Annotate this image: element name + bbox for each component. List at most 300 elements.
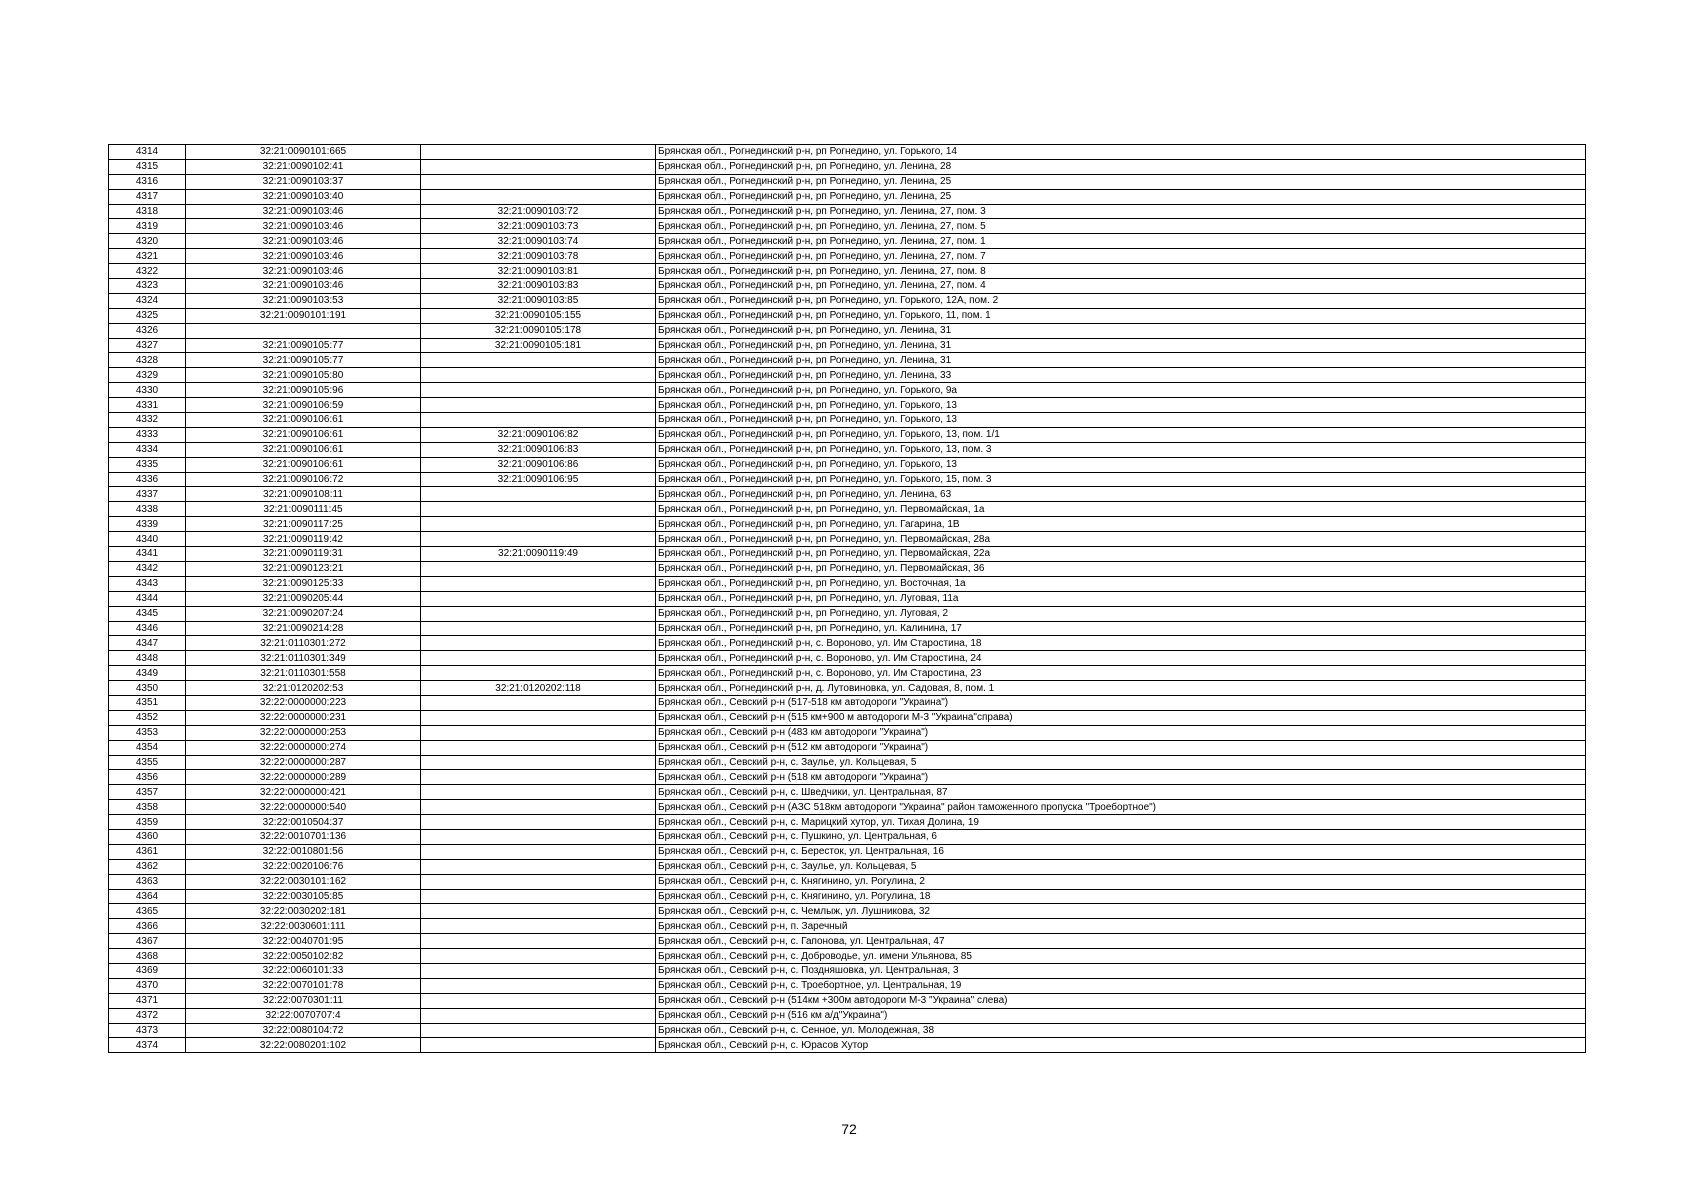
address-cell: Брянская обл., Рогнединский р-н, рп Рогнедино, ул. Первомайская, 36: [656, 561, 1586, 576]
secondary-cadastral-number-cell: [421, 710, 656, 725]
address-cell: Брянская обл., Рогнединский р-н, рп Рогнедино, ул. Первомайская, 28а: [656, 532, 1586, 547]
secondary-cadastral-number-cell: [421, 934, 656, 949]
secondary-cadastral-number-cell: [421, 576, 656, 591]
row-number-cell: 4367: [109, 934, 186, 949]
table-row: [109, 517, 1586, 532]
address-cell: Брянская обл., Рогнединский р-н, с. Вороново, ул. Им Старостина, 18: [656, 636, 1586, 651]
table-row: [109, 636, 1586, 651]
cadastral-number-cell: 32:21:0090106:61: [186, 457, 421, 472]
property-register-table: [108, 144, 1586, 1053]
secondary-cadastral-number-cell: 32:21:0090106:83: [421, 442, 656, 457]
table-row: [109, 1023, 1586, 1038]
table-row: [109, 249, 1586, 264]
row-number-cell: 4371: [109, 993, 186, 1008]
table-row: [109, 472, 1586, 487]
row-number-cell: 4341: [109, 547, 186, 562]
secondary-cadastral-number-cell: 32:21:0090103:78: [421, 249, 656, 264]
address-cell: Брянская обл., Рогнединский р-н, рп Рогнедино, ул. Луговая, 2: [656, 606, 1586, 621]
secondary-cadastral-number-cell: [421, 383, 656, 398]
cadastral-number-cell: 32:22:0000000:540: [186, 800, 421, 815]
table-row: [109, 219, 1586, 234]
secondary-cadastral-number-cell: 32:21:0090106:82: [421, 427, 656, 442]
table-row: [109, 651, 1586, 666]
table-row: [109, 398, 1586, 413]
address-cell: Брянская обл., Рогнединский р-н, рп Рогнедино, ул. Ленина, 27, пом. 3: [656, 204, 1586, 219]
row-number-cell: 4356: [109, 770, 186, 785]
cadastral-number-cell: 32:21:0120202:53: [186, 681, 421, 696]
table-row: [109, 338, 1586, 353]
address-cell: Брянская обл., Севский р-н, с. Поздняшовка, ул. Центральная, 3: [656, 963, 1586, 978]
table-row: [109, 993, 1586, 1008]
table-row: [109, 710, 1586, 725]
secondary-cadastral-number-cell: 32:21:0090103:74: [421, 234, 656, 249]
secondary-cadastral-number-cell: [421, 815, 656, 830]
secondary-cadastral-number-cell: 32:21:0120202:118: [421, 681, 656, 696]
cadastral-number-cell: 32:21:0090101:665: [186, 145, 421, 160]
address-cell: Брянская обл., Севский р-н, с. Шведчики, ул. Центральная, 87: [656, 785, 1586, 800]
cadastral-number-cell: 32:22:0000000:231: [186, 710, 421, 725]
row-number-cell: 4365: [109, 904, 186, 919]
address-cell: Брянская обл., Рогнединский р-н, рп Рогнедино, ул. Ленина, 27, пом. 4: [656, 279, 1586, 294]
table-row: [109, 606, 1586, 621]
table-row: [109, 442, 1586, 457]
cadastral-number-cell: 32:22:0010701:136: [186, 829, 421, 844]
cadastral-number-cell: 32:22:0020106:76: [186, 859, 421, 874]
address-cell: Брянская обл., Рогнединский р-н, рп Рогнедино, ул. Первомайская, 22а: [656, 547, 1586, 562]
cadastral-number-cell: 32:22:0000000:289: [186, 770, 421, 785]
address-cell: Брянская обл., Рогнединский р-н, рп Рогнедино, ул. Ленина, 63: [656, 487, 1586, 502]
address-cell: Брянская обл., Рогнединский р-н, рп Рогнедино, ул. Ленина, 27, пом. 8: [656, 264, 1586, 279]
table-row: [109, 934, 1586, 949]
address-cell: Брянская обл., Рогнединский р-н, рп Рогнедино, ул. Горького, 14: [656, 145, 1586, 160]
cadastral-number-cell: 32:21:0090103:40: [186, 189, 421, 204]
table-row: [109, 621, 1586, 636]
table-row: [109, 785, 1586, 800]
table-row: [109, 368, 1586, 383]
table-row: [109, 547, 1586, 562]
address-cell: Брянская обл., Рогнединский р-н, рп Рогнедино, ул. Горького, 9а: [656, 383, 1586, 398]
table-row: [109, 308, 1586, 323]
address-cell: Брянская обл., Рогнединский р-н, рп Рогнедино, ул. Горького, 12А, пом. 2: [656, 293, 1586, 308]
secondary-cadastral-number-cell: [421, 889, 656, 904]
cadastral-number-cell: 32:22:0000000:421: [186, 785, 421, 800]
cadastral-number-cell: 32:21:0090105:77: [186, 353, 421, 368]
secondary-cadastral-number-cell: [421, 189, 656, 204]
table-row: [109, 264, 1586, 279]
cadastral-number-cell: 32:21:0090103:53: [186, 293, 421, 308]
cadastral-number-cell: 32:22:0030105:85: [186, 889, 421, 904]
table-row: [109, 353, 1586, 368]
row-number-cell: 4374: [109, 1038, 186, 1053]
address-cell: Брянская обл., Рогнединский р-н, рп Рогнедино, ул. Ленина, 25: [656, 174, 1586, 189]
secondary-cadastral-number-cell: [421, 844, 656, 859]
address-cell: Брянская обл., Севский р-н (518 км автодороги "Украина"): [656, 770, 1586, 785]
cadastral-number-cell: 32:21:0110301:558: [186, 666, 421, 681]
cadastral-number-cell: 32:21:0090119:42: [186, 532, 421, 547]
row-number-cell: 4348: [109, 651, 186, 666]
secondary-cadastral-number-cell: 32:21:0090105:155: [421, 308, 656, 323]
row-number-cell: 4328: [109, 353, 186, 368]
cadastral-number-cell: 32:22:0070101:78: [186, 978, 421, 993]
row-number-cell: 4320: [109, 234, 186, 249]
table-row: [109, 204, 1586, 219]
address-cell: Брянская обл., Рогнединский р-н, рп Рогнедино, ул. Ленина, 28: [656, 159, 1586, 174]
table-row: [109, 576, 1586, 591]
row-number-cell: 4323: [109, 279, 186, 294]
row-number-cell: 4370: [109, 978, 186, 993]
cadastral-number-cell: 32:21:0090111:45: [186, 502, 421, 517]
address-cell: Брянская обл., Севский р-н, с. Заулье, ул. Кольцевая, 5: [656, 755, 1586, 770]
secondary-cadastral-number-cell: 32:21:0090106:95: [421, 472, 656, 487]
row-number-cell: 4357: [109, 785, 186, 800]
table-row: [109, 695, 1586, 710]
cadastral-number-cell: 32:22:0030202:181: [186, 904, 421, 919]
cadastral-number-cell: 32:21:0110301:272: [186, 636, 421, 651]
address-cell: Брянская обл., Севский р-н (514км +300м автодороги М-3 "Украина" слева): [656, 993, 1586, 1008]
row-number-cell: 4321: [109, 249, 186, 264]
table-row: [109, 323, 1586, 338]
address-cell: Брянская обл., Севский р-н, с. Гапонова, ул. Центральная, 47: [656, 934, 1586, 949]
secondary-cadastral-number-cell: [421, 666, 656, 681]
row-number-cell: 4368: [109, 949, 186, 964]
row-number-cell: 4366: [109, 919, 186, 934]
table-row: [109, 889, 1586, 904]
cadastral-number-cell: 32:21:0090205:44: [186, 591, 421, 606]
table-row: [109, 561, 1586, 576]
table-row: [109, 413, 1586, 428]
table-row: [109, 755, 1586, 770]
secondary-cadastral-number-cell: [421, 636, 656, 651]
table-row: [109, 978, 1586, 993]
secondary-cadastral-number-cell: [421, 398, 656, 413]
secondary-cadastral-number-cell: 32:21:0090105:181: [421, 338, 656, 353]
address-cell: Брянская обл., Севский р-н (515 км+900 м автодороги М-3 "Украина"справа): [656, 710, 1586, 725]
table-row: [109, 770, 1586, 785]
row-number-cell: 4326: [109, 323, 186, 338]
address-cell: Брянская обл., Севский р-н (АЗС 518км автодороги "Украина" район таможенного пропуска "Троебортное"): [656, 800, 1586, 815]
address-cell: Брянская обл., Рогнединский р-н, рп Рогнедино, ул. Ленина, 25: [656, 189, 1586, 204]
row-number-cell: 4317: [109, 189, 186, 204]
cadastral-number-cell: [186, 323, 421, 338]
address-cell: Брянская обл., Рогнединский р-н, рп Рогнедино, ул. Горького, 15, пом. 3: [656, 472, 1586, 487]
row-number-cell: 4327: [109, 338, 186, 353]
address-cell: Брянская обл., Рогнединский р-н, рп Рогнедино, ул. Ленина, 33: [656, 368, 1586, 383]
secondary-cadastral-number-cell: [421, 949, 656, 964]
address-cell: Брянская обл., Рогнединский р-н, рп Рогнедино, ул. Восточная, 1а: [656, 576, 1586, 591]
table-row: [109, 666, 1586, 681]
table-row: [109, 279, 1586, 294]
cadastral-number-cell: 32:21:0090103:46: [186, 264, 421, 279]
secondary-cadastral-number-cell: [421, 978, 656, 993]
table-row: [109, 427, 1586, 442]
address-cell: Брянская обл., Севский р-н, п. Заречный: [656, 919, 1586, 934]
secondary-cadastral-number-cell: [421, 145, 656, 160]
table-row: [109, 1038, 1586, 1053]
table-row: [109, 293, 1586, 308]
secondary-cadastral-number-cell: 32:21:0090103:73: [421, 219, 656, 234]
cadastral-number-cell: 32:22:0050102:82: [186, 949, 421, 964]
row-number-cell: 4345: [109, 606, 186, 621]
address-cell: Брянская обл., Рогнединский р-н, рп Рогнедино, ул. Ленина, 31: [656, 353, 1586, 368]
table-row: [109, 591, 1586, 606]
address-cell: Брянская обл., Севский р-н, с. Юрасов Хутор: [656, 1038, 1586, 1053]
table-row: [109, 383, 1586, 398]
row-number-cell: 4335: [109, 457, 186, 472]
address-cell: Брянская обл., Рогнединский р-н, рп Рогнедино, ул. Горького, 11, пом. 1: [656, 308, 1586, 323]
secondary-cadastral-number-cell: [421, 621, 656, 636]
secondary-cadastral-number-cell: [421, 963, 656, 978]
row-number-cell: 4324: [109, 293, 186, 308]
row-number-cell: 4334: [109, 442, 186, 457]
address-cell: Брянская обл., Рогнединский р-н, д. Лутовиновка, ул. Садовая, 8, пом. 1: [656, 681, 1586, 696]
secondary-cadastral-number-cell: [421, 174, 656, 189]
row-number-cell: 4364: [109, 889, 186, 904]
row-number-cell: 4330: [109, 383, 186, 398]
address-cell: Брянская обл., Севский р-н, с. Доброводье, ул. имени Ульянова, 85: [656, 949, 1586, 964]
address-cell: Брянская обл., Рогнединский р-н, с. Вороново, ул. Им Старостина, 24: [656, 651, 1586, 666]
secondary-cadastral-number-cell: [421, 487, 656, 502]
secondary-cadastral-number-cell: [421, 725, 656, 740]
table-row: [109, 815, 1586, 830]
secondary-cadastral-number-cell: [421, 919, 656, 934]
address-cell: Брянская обл., Рогнединский р-н, рп Рогнедино, ул. Гагарина, 1В: [656, 517, 1586, 532]
secondary-cadastral-number-cell: [421, 606, 656, 621]
secondary-cadastral-number-cell: [421, 591, 656, 606]
cadastral-number-cell: 32:21:0090106:59: [186, 398, 421, 413]
cadastral-number-cell: 32:22:0070707:4: [186, 1008, 421, 1023]
table-row: [109, 174, 1586, 189]
secondary-cadastral-number-cell: 32:21:0090103:81: [421, 264, 656, 279]
register-table-body: [109, 145, 1586, 1053]
cadastral-number-cell: 32:21:0090106:72: [186, 472, 421, 487]
address-cell: Брянская обл., Севский р-н, с. Заулье, ул. Кольцевая, 5: [656, 859, 1586, 874]
secondary-cadastral-number-cell: 32:21:0090103:85: [421, 293, 656, 308]
cadastral-number-cell: 32:21:0090125:33: [186, 576, 421, 591]
table-row: [109, 532, 1586, 547]
secondary-cadastral-number-cell: [421, 353, 656, 368]
secondary-cadastral-number-cell: [421, 561, 656, 576]
address-cell: Брянская обл., Рогнединский р-н, рп Рогнедино, ул. Калинина, 17: [656, 621, 1586, 636]
cadastral-number-cell: 32:22:0070301:11: [186, 993, 421, 1008]
address-cell: Брянская обл., Севский р-н, с. Сенное, ул. Молодежная, 38: [656, 1023, 1586, 1038]
row-number-cell: 4350: [109, 681, 186, 696]
table-row: [109, 487, 1586, 502]
address-cell: Брянская обл., Рогнединский р-н, рп Рогнедино, ул. Горького, 13: [656, 413, 1586, 428]
row-number-cell: 4352: [109, 710, 186, 725]
secondary-cadastral-number-cell: [421, 859, 656, 874]
table-row: [109, 145, 1586, 160]
address-cell: Брянская обл., Рогнединский р-н, рп Рогнедино, ул. Ленина, 31: [656, 338, 1586, 353]
row-number-cell: 4359: [109, 815, 186, 830]
secondary-cadastral-number-cell: [421, 502, 656, 517]
address-cell: Брянская обл., Севский р-н (516 км а/д"Украина"): [656, 1008, 1586, 1023]
secondary-cadastral-number-cell: [421, 695, 656, 710]
table-row: [109, 159, 1586, 174]
table-row: [109, 963, 1586, 978]
row-number-cell: 4372: [109, 1008, 186, 1023]
address-cell: Брянская обл., Севский р-н, с. Чемлыж, ул. Лушникова, 32: [656, 904, 1586, 919]
row-number-cell: 4316: [109, 174, 186, 189]
secondary-cadastral-number-cell: [421, 740, 656, 755]
cadastral-number-cell: 32:21:0090207:24: [186, 606, 421, 621]
table-row: [109, 189, 1586, 204]
cadastral-number-cell: 32:22:0030601:111: [186, 919, 421, 934]
cadastral-number-cell: 32:21:0090214:28: [186, 621, 421, 636]
cadastral-number-cell: 32:22:0000000:274: [186, 740, 421, 755]
address-cell: Брянская обл., Севский р-н (512 км автодороги "Украина"): [656, 740, 1586, 755]
cadastral-number-cell: 32:22:0080201:102: [186, 1038, 421, 1053]
address-cell: Брянская обл., Рогнединский р-н, рп Рогнедино, ул. Горького, 13: [656, 457, 1586, 472]
secondary-cadastral-number-cell: [421, 651, 656, 666]
row-number-cell: 4361: [109, 844, 186, 859]
secondary-cadastral-number-cell: 32:21:0090119:49: [421, 547, 656, 562]
address-cell: Брянская обл., Рогнединский р-н, рп Рогнедино, ул. Луговая, 11а: [656, 591, 1586, 606]
row-number-cell: 4358: [109, 800, 186, 815]
secondary-cadastral-number-cell: 32:21:0090106:86: [421, 457, 656, 472]
row-number-cell: 4342: [109, 561, 186, 576]
row-number-cell: 4315: [109, 159, 186, 174]
address-cell: Брянская обл., Рогнединский р-н, рп Рогнедино, ул. Горького, 13, пом. 3: [656, 442, 1586, 457]
secondary-cadastral-number-cell: [421, 532, 656, 547]
secondary-cadastral-number-cell: [421, 1038, 656, 1053]
row-number-cell: 4346: [109, 621, 186, 636]
table-row: [109, 829, 1586, 844]
row-number-cell: 4351: [109, 695, 186, 710]
row-number-cell: 4338: [109, 502, 186, 517]
table-row: [109, 874, 1586, 889]
table-row: [109, 234, 1586, 249]
secondary-cadastral-number-cell: [421, 785, 656, 800]
table-row: [109, 844, 1586, 859]
row-number-cell: 4369: [109, 963, 186, 978]
row-number-cell: 4322: [109, 264, 186, 279]
secondary-cadastral-number-cell: [421, 993, 656, 1008]
cadastral-number-cell: 32:22:0010801:56: [186, 844, 421, 859]
cadastral-number-cell: 32:21:0090103:46: [186, 204, 421, 219]
row-number-cell: 4318: [109, 204, 186, 219]
row-number-cell: 4347: [109, 636, 186, 651]
row-number-cell: 4339: [109, 517, 186, 532]
secondary-cadastral-number-cell: [421, 904, 656, 919]
secondary-cadastral-number-cell: [421, 770, 656, 785]
row-number-cell: 4373: [109, 1023, 186, 1038]
cadastral-number-cell: 32:22:0000000:223: [186, 695, 421, 710]
cadastral-number-cell: 32:21:0090105:80: [186, 368, 421, 383]
table-row: [109, 859, 1586, 874]
table-row: [109, 457, 1586, 472]
cadastral-number-cell: 32:21:0110301:349: [186, 651, 421, 666]
table-row: [109, 919, 1586, 934]
row-number-cell: 4332: [109, 413, 186, 428]
row-number-cell: 4336: [109, 472, 186, 487]
cadastral-number-cell: 32:21:0090101:191: [186, 308, 421, 323]
row-number-cell: 4319: [109, 219, 186, 234]
secondary-cadastral-number-cell: [421, 413, 656, 428]
cadastral-number-cell: 32:21:0090103:46: [186, 249, 421, 264]
cadastral-number-cell: 32:22:0060101:33: [186, 963, 421, 978]
cadastral-number-cell: 32:22:0030101:162: [186, 874, 421, 889]
secondary-cadastral-number-cell: 32:21:0090105:178: [421, 323, 656, 338]
secondary-cadastral-number-cell: [421, 874, 656, 889]
address-cell: Брянская обл., Севский р-н, с. Марицкий хутор, ул. Тихая Долина, 19: [656, 815, 1586, 830]
row-number-cell: 4325: [109, 308, 186, 323]
cadastral-number-cell: 32:22:0000000:253: [186, 725, 421, 740]
row-number-cell: 4333: [109, 427, 186, 442]
address-cell: Брянская обл., Рогнединский р-н, рп Рогнедино, ул. Горького, 13: [656, 398, 1586, 413]
row-number-cell: 4362: [109, 859, 186, 874]
secondary-cadastral-number-cell: [421, 159, 656, 174]
row-number-cell: 4360: [109, 829, 186, 844]
secondary-cadastral-number-cell: 32:21:0090103:72: [421, 204, 656, 219]
cadastral-number-cell: 32:21:0090103:37: [186, 174, 421, 189]
row-number-cell: 4355: [109, 755, 186, 770]
row-number-cell: 4331: [109, 398, 186, 413]
cadastral-number-cell: 32:21:0090123:21: [186, 561, 421, 576]
cadastral-number-cell: 32:22:0000000:287: [186, 755, 421, 770]
row-number-cell: 4337: [109, 487, 186, 502]
secondary-cadastral-number-cell: [421, 1008, 656, 1023]
table-row: [109, 681, 1586, 696]
secondary-cadastral-number-cell: [421, 800, 656, 815]
secondary-cadastral-number-cell: [421, 368, 656, 383]
cadastral-number-cell: 32:21:0090106:61: [186, 427, 421, 442]
address-cell: Брянская обл., Рогнединский р-н, рп Рогнедино, ул. Ленина, 27, пом. 7: [656, 249, 1586, 264]
secondary-cadastral-number-cell: 32:21:0090103:83: [421, 279, 656, 294]
address-cell: Брянская обл., Рогнединский р-н, рп Рогнедино, ул. Ленина, 31: [656, 323, 1586, 338]
row-number-cell: 4340: [109, 532, 186, 547]
cadastral-number-cell: 32:21:0090117:25: [186, 517, 421, 532]
table-row: [109, 800, 1586, 815]
table-row: [109, 949, 1586, 964]
address-cell: Брянская обл., Севский р-н, с. Княгинино, ул. Рогулина, 18: [656, 889, 1586, 904]
cadastral-number-cell: 32:21:0090106:61: [186, 442, 421, 457]
secondary-cadastral-number-cell: [421, 517, 656, 532]
address-cell: Брянская обл., Рогнединский р-н, рп Рогнедино, ул. Ленина, 27, пом. 1: [656, 234, 1586, 249]
cadastral-number-cell: 32:21:0090103:46: [186, 279, 421, 294]
secondary-cadastral-number-cell: [421, 829, 656, 844]
cadastral-number-cell: 32:21:0090103:46: [186, 234, 421, 249]
table-row: [109, 502, 1586, 517]
table-row: [109, 904, 1586, 919]
cadastral-number-cell: 32:22:0010504:37: [186, 815, 421, 830]
cadastral-number-cell: 32:21:0090119:31: [186, 547, 421, 562]
row-number-cell: 4314: [109, 145, 186, 160]
row-number-cell: 4354: [109, 740, 186, 755]
cadastral-number-cell: 32:21:0090105:77: [186, 338, 421, 353]
row-number-cell: 4329: [109, 368, 186, 383]
address-cell: Брянская обл., Севский р-н (483 км автодороги "Украина"): [656, 725, 1586, 740]
address-cell: Брянская обл., Севский р-н, с. Троебортное, ул. Центральная, 19: [656, 978, 1586, 993]
cadastral-number-cell: 32:22:0080104:72: [186, 1023, 421, 1038]
address-cell: Брянская обл., Рогнединский р-н, рп Рогнедино, ул. Ленина, 27, пом. 5: [656, 219, 1586, 234]
cadastral-number-cell: 32:21:0090102:41: [186, 159, 421, 174]
cadastral-number-cell: 32:21:0090106:61: [186, 413, 421, 428]
address-cell: Брянская обл., Севский р-н, с. Княгинино, ул. Рогулина, 2: [656, 874, 1586, 889]
row-number-cell: 4353: [109, 725, 186, 740]
row-number-cell: 4343: [109, 576, 186, 591]
address-cell: Брянская обл., Севский р-н, с. Бересток, ул. Центральная, 16: [656, 844, 1586, 859]
address-cell: Брянская обл., Рогнединский р-н, рп Рогнедино, ул. Первомайская, 1а: [656, 502, 1586, 517]
row-number-cell: 4344: [109, 591, 186, 606]
cadastral-number-cell: 32:21:0090103:46: [186, 219, 421, 234]
page-number: 72: [841, 1121, 857, 1137]
address-cell: Брянская обл., Севский р-н (517-518 км автодороги "Украина"): [656, 695, 1586, 710]
table-row: [109, 740, 1586, 755]
address-cell: Брянская обл., Рогнединский р-н, рп Рогнедино, ул. Горького, 13, пом. 1/1: [656, 427, 1586, 442]
row-number-cell: 4363: [109, 874, 186, 889]
secondary-cadastral-number-cell: [421, 755, 656, 770]
address-cell: Брянская обл., Рогнединский р-н, с. Вороново, ул. Им Старостина, 23: [656, 666, 1586, 681]
